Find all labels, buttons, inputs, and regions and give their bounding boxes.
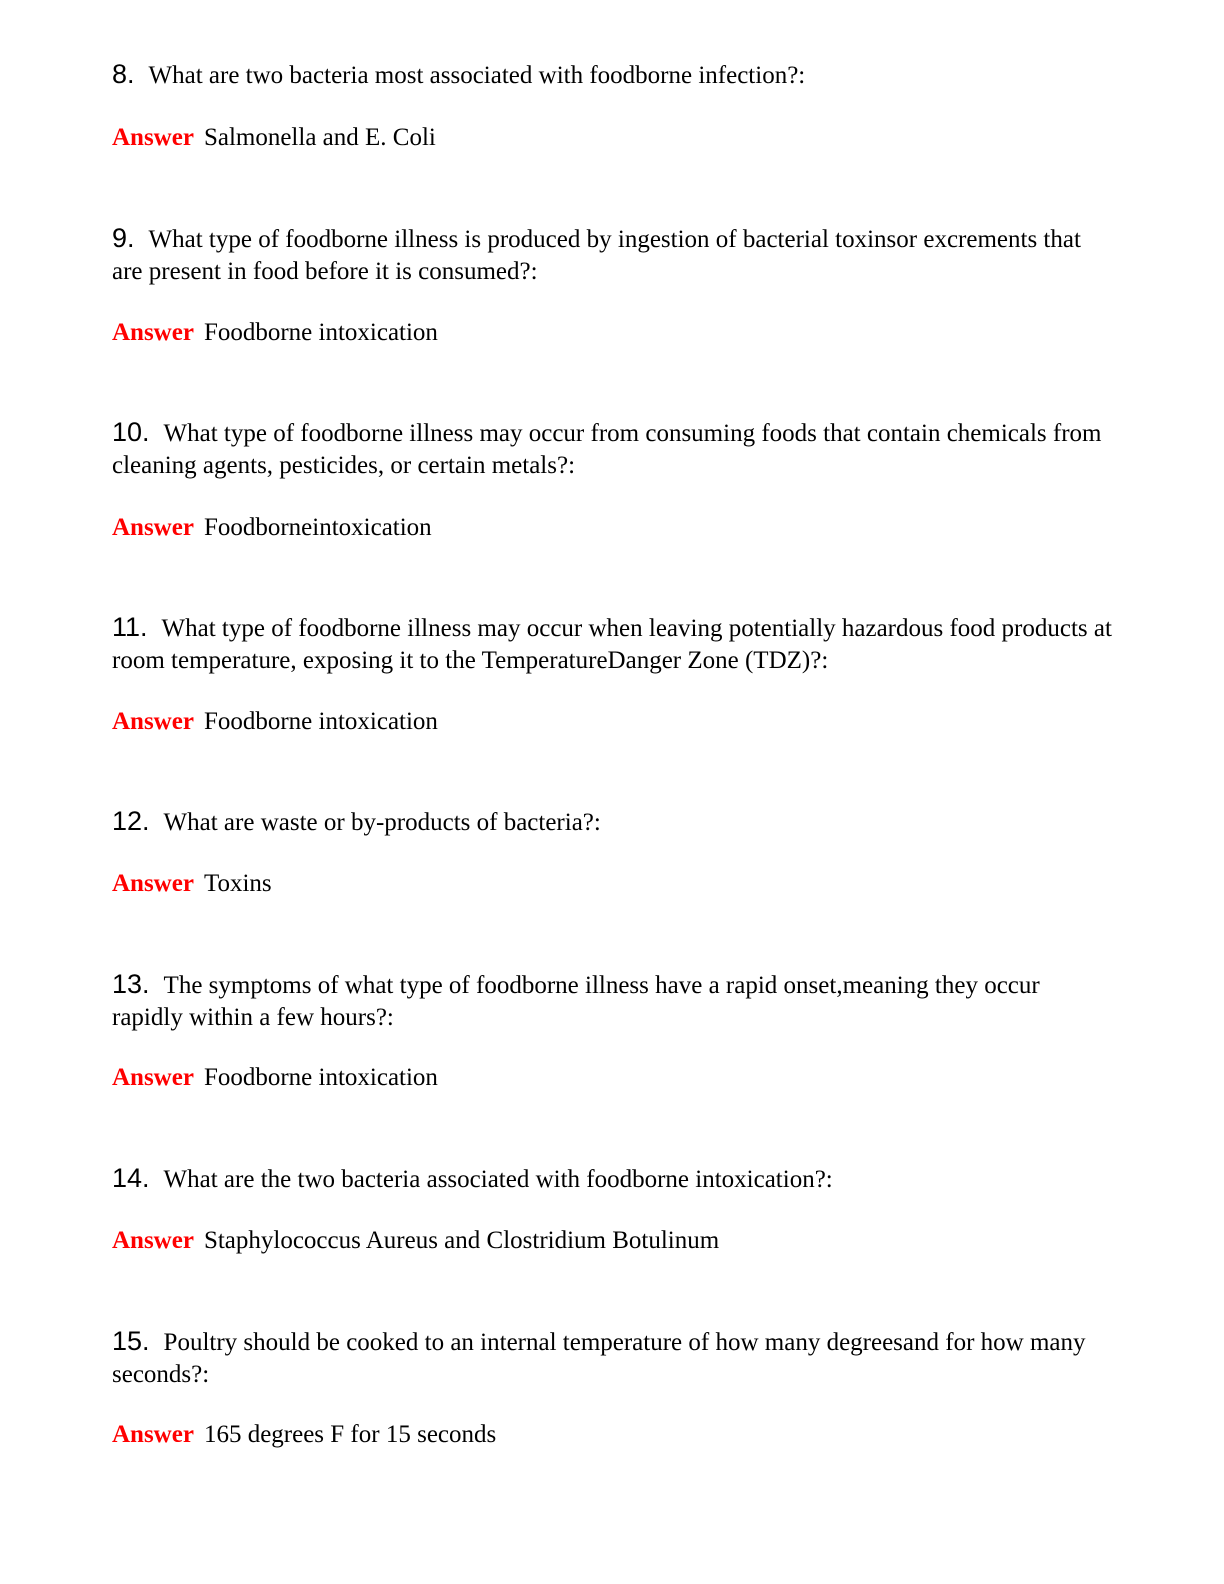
answer-label: Answer xyxy=(112,124,194,151)
qa-item-8 xyxy=(112,58,1112,151)
answer-label: Answer xyxy=(112,514,194,541)
answer-text: Foodborne intoxication xyxy=(203,319,438,346)
qa-item-14 xyxy=(112,1162,1112,1254)
question-9 xyxy=(112,222,1112,288)
answer-10 xyxy=(112,512,432,544)
answer-text: 165 degrees F for 15 seconds xyxy=(203,1421,497,1448)
answer-11 xyxy=(112,706,438,738)
question-number: 12. xyxy=(112,806,150,836)
answer-label: Answer xyxy=(112,1064,194,1091)
answer-text: Salmonella and E. Coli xyxy=(203,124,436,151)
answer-text: Foodborneintoxication xyxy=(203,514,432,541)
answer-label: Answer xyxy=(112,319,194,346)
question-number: 9. xyxy=(112,223,135,253)
question-10 xyxy=(112,416,1112,482)
qa-item-10 xyxy=(112,416,1112,541)
question-text: What are waste or by-products of bacteria?: xyxy=(163,809,601,836)
question-number: 10. xyxy=(112,417,150,447)
question-12 xyxy=(112,805,1112,839)
answer-13 xyxy=(112,1062,438,1094)
answer-12 xyxy=(112,868,272,900)
question-text: What are the two bacteria associated with foodborne intoxication?: xyxy=(163,1166,833,1193)
question-13 xyxy=(112,968,1112,1034)
question-number: 8. xyxy=(112,59,135,89)
answer-15 xyxy=(112,1419,496,1451)
answer-text: Toxins xyxy=(203,870,272,897)
question-15 xyxy=(112,1325,1112,1391)
question-number: 15. xyxy=(112,1326,150,1356)
question-text: What type of foodborne illness may occur when leaving potentially hazardous food products at room temperature, exposing it to the TemperatureDanger Zone (TDZ)?: xyxy=(112,615,1112,674)
answer-text: Foodborne intoxication xyxy=(203,708,438,735)
question-number: 11. xyxy=(112,612,148,642)
question-text: What are two bacteria most associated with foodborne infection?: xyxy=(148,62,806,89)
qa-item-13 xyxy=(112,968,1112,1091)
question-text: Poultry should be cooked to an internal temperature of how many degreesand for how many seconds?: xyxy=(112,1329,1086,1388)
answer-9 xyxy=(112,317,438,349)
question-number: 14. xyxy=(112,1163,150,1193)
answer-label: Answer xyxy=(112,870,194,897)
question-text: The symptoms of what type of foodborne illness have a rapid onset,meaning they occur rapidly within a few hours?: xyxy=(112,972,1040,1031)
question-text: What type of foodborne illness may occur from consuming foods that contain chemicals from cleaning agents, pesticides, or certain metals?: xyxy=(112,420,1102,479)
answer-label: Answer xyxy=(112,1421,194,1448)
question-number: 13. xyxy=(112,969,150,999)
answer-label: Answer xyxy=(112,1227,194,1254)
answer-text: Foodborne intoxication xyxy=(203,1064,438,1091)
answer-14 xyxy=(112,1225,719,1257)
qa-item-11 xyxy=(112,611,1112,735)
qa-item-15 xyxy=(112,1325,1112,1448)
qa-item-9 xyxy=(112,222,1112,346)
answer-label: Answer xyxy=(112,708,194,735)
qa-item-12 xyxy=(112,805,1112,897)
question-8 xyxy=(112,58,1112,92)
answer-8 xyxy=(112,122,436,154)
answer-text: Staphylococcus Aureus and Clostridium Botulinum xyxy=(203,1227,720,1254)
question-11 xyxy=(112,611,1112,677)
question-14 xyxy=(112,1162,1112,1196)
question-text: What type of foodborne illness is produced by ingestion of bacterial toxinsor excrements that are present in food before it is consumed?: xyxy=(112,226,1081,285)
